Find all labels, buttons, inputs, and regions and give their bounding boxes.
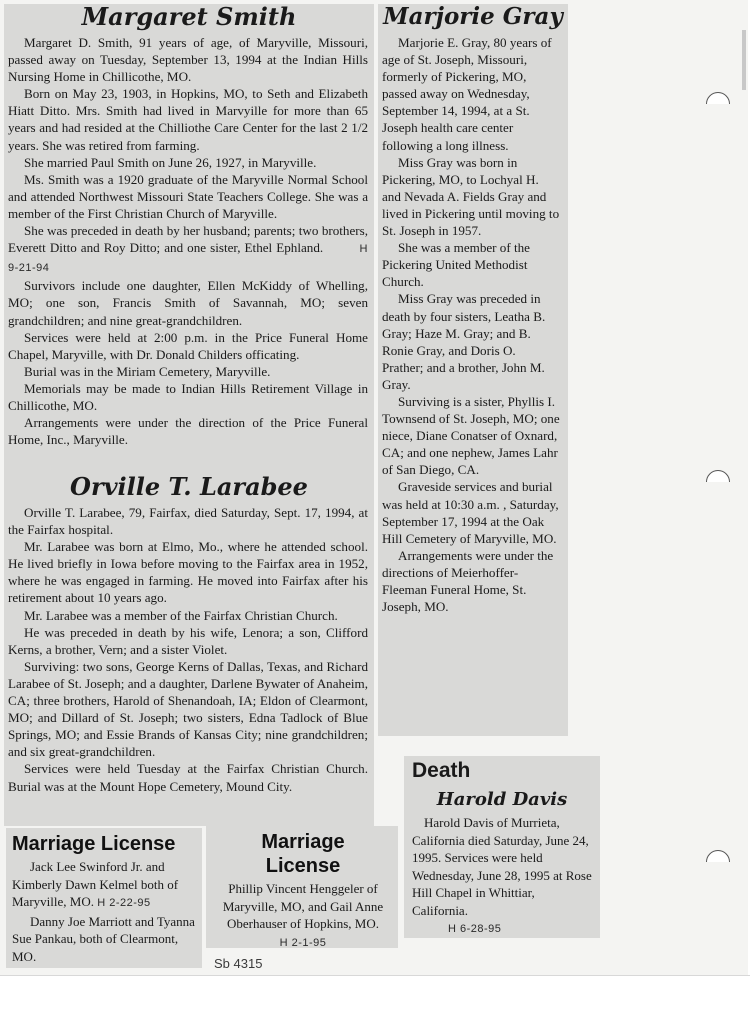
paragraph: Arrangements were under the direction of the Price Funeral Home, Inc., Maryville. [8, 415, 368, 448]
marriage-license-body [212, 880, 394, 952]
paragraph: Miss Gray was born in Pickering, MO, to Lochyal H. and Nevada A. Fields Gray and lived in Pickering until moving to St. Joseph in 1957. [382, 154, 560, 239]
death-notice-title: Death [412, 759, 471, 782]
license-entry: Danny Joe Marriott and Tyanna Sue Pankau, both of Clearmont, MO. [12, 913, 195, 964]
page-stamp: Sb 4315 [214, 956, 263, 971]
paragraph: Surviving is a sister, Phyllis I. Townsend of St. Joseph, MO; one niece, Diane Conatser of Oxnard, CA; and one nephew, James Lahr of San Diego, CA. [382, 393, 560, 478]
paragraph: Mr. Larabee was born at Elmo, Mo., where he attended school. He lived briefly in Iowa before moving to the Fairfax area in 1952, where he was engaged in farming. He moved into Fairfax after his retirement about 10 years ago. [8, 539, 368, 606]
paragraph: Survivors include one daughter, Ellen McKiddy of Whelling, MO; one son, Francis Smith of Savannah, MO; seven grandchildren; and nine great-grandchildren. [8, 278, 368, 328]
paragraph: Born on May 23, 1903, in Hopkins, MO, to Seth and Elizabeth Hiatt Ditto. Mrs. Smith had lived in Marvyille for more than 65 years and had resided at the Chilliothe Care Center for the last 2 1/2 years. She was retired from farming. [8, 86, 368, 153]
paragraph: Margaret D. Smith, 91 years of age, of Maryville, Missouri, passed away on Tuesday, September 13, 1994 at the Indian Hills Nursing Home in Chillicothe, MO. [8, 35, 368, 85]
obituary-body-marjorie-gray [382, 34, 560, 615]
page-bottom-margin [0, 975, 750, 1034]
paragraph: Miss Gray was preceded in death by four sisters, Leatha B. Gray; Haze M. Gray; and B. Ronie Gray, and Doris O. Prather; and a brother, John M. Gray. [382, 291, 546, 392]
handwritten-date: H 2-22-95 [97, 897, 151, 909]
paragraph: Services were held at 2:00 p.m. in the Price Funeral Home Chapel, Maryville, with Dr. Donald Childers officating. [8, 329, 368, 362]
paragraph: Mr. Larabee was a member of the Fairfax Christian Church. [24, 607, 338, 623]
paragraph: Services were held Tuesday at the Fairfax Christian Church. Burial was at the Mount Hope Cemetery, Mound City. [8, 761, 368, 794]
paragraph: Surviving: two sons, George Kerns of Dallas, Texas, and Richard Larabee of St. Joseph; and a daughter, Darlene Bywater of Anaheim, CA; three brothers, Harold of Shenandoah, IA; Eldon of Clearmont, MO; and Dillard of St. Joseph; two sisters, Edna Tadlock of Blue Springs, MO; and Essie Brands of Kansas City; nine grandchildren; and six great-grandchildren. [8, 658, 368, 760]
paragraph: Memorials may be made to Indian Hills Retirement Village in Chillicothe, MO. [8, 380, 368, 413]
obituary-body-orville-larabee [8, 504, 368, 795]
license-entry: Phillip Vincent Henggeler of Maryville, MO, and Gail Anne Oberhauser of Hopkins, MO. [222, 881, 384, 931]
paragraph: She married Paul Smith on June 26, 1927, in Maryville. [24, 154, 317, 170]
paragraph: Marjorie E. Gray, 80 years of age of St. Joseph, Missouri, formerly of Pickering, MO, passed away on Wednesday, September 14, 1994, at a St. Joseph health care center following a long illness. [382, 35, 552, 153]
paragraph: She was a member of the Pickering United Methodist Church. [382, 240, 530, 290]
obituary-headline-marjorie-gray: Marjorie Gray [383, 3, 563, 30]
obituary-body-margaret-smith [8, 34, 368, 448]
paragraph-text: She was preceded in death by her husband; parents; two brothers, Everett Ditto and Roy Ditto; and one sister, Ethel Ephland. [8, 223, 368, 256]
death-notice-name: Harold Davis [436, 789, 568, 810]
license-entry [12, 858, 198, 913]
obituary-headline-margaret-smith: Margaret Smith [81, 2, 297, 31]
marriage-license-body [12, 858, 198, 965]
paragraph: Arrangements were under the directions of Meierhoffer-Fleeman Funeral Home, St. Joseph, MO. [382, 547, 554, 615]
title-line: License [265, 855, 341, 877]
obituary-headline-orville-larabee: Orville T. Larabee [70, 472, 308, 501]
license-entry-text: Jack Lee Swinford Jr. and Kimberly Dawn Kelmel both of Maryville, MO. [12, 859, 179, 909]
handwritten-date: H 6-28-95 [448, 923, 502, 935]
paragraph: Harold Davis of Murrieta, California died Saturday, June 24, 1995. Services were held Wednesday, June 28, 1995 at Rose Hill Chapel in Whittiar, California. [412, 815, 592, 918]
handwritten-date: H 2-1-95 [279, 936, 327, 949]
title-line: Marriage [261, 831, 345, 853]
scan-edge-mark [742, 30, 746, 90]
marriage-license-title [210, 830, 396, 878]
paragraph: Graveside services and burial was held at 10:30 a.m. , Saturday, September 17, 1994 at the Oak Hill Cemetery of Maryville, MO. [382, 479, 559, 546]
handwritten-date: H 9-21-94 [8, 243, 368, 275]
paragraph [8, 222, 368, 277]
paragraph: He was preceded in death by his wife, Lenora; a son, Clifford Kerns, a brother, Vern; and a sister Violet. [8, 624, 368, 657]
marriage-license-title: Marriage License [12, 833, 176, 855]
paragraph: Burial was in the Miriam Cemetery, Maryville. [24, 363, 271, 379]
paragraph: Ms. Smith was a 1920 graduate of the Maryville Normal School and attended Northwest Missouri State Teachers College. She was a member of the First Christian Church of Maryville. [8, 171, 368, 221]
paragraph: Orville T. Larabee, 79, Fairfax, died Saturday, Sept. 17, 1994, at the Fairfax hospital. [8, 505, 368, 538]
death-notice-body [412, 814, 592, 939]
